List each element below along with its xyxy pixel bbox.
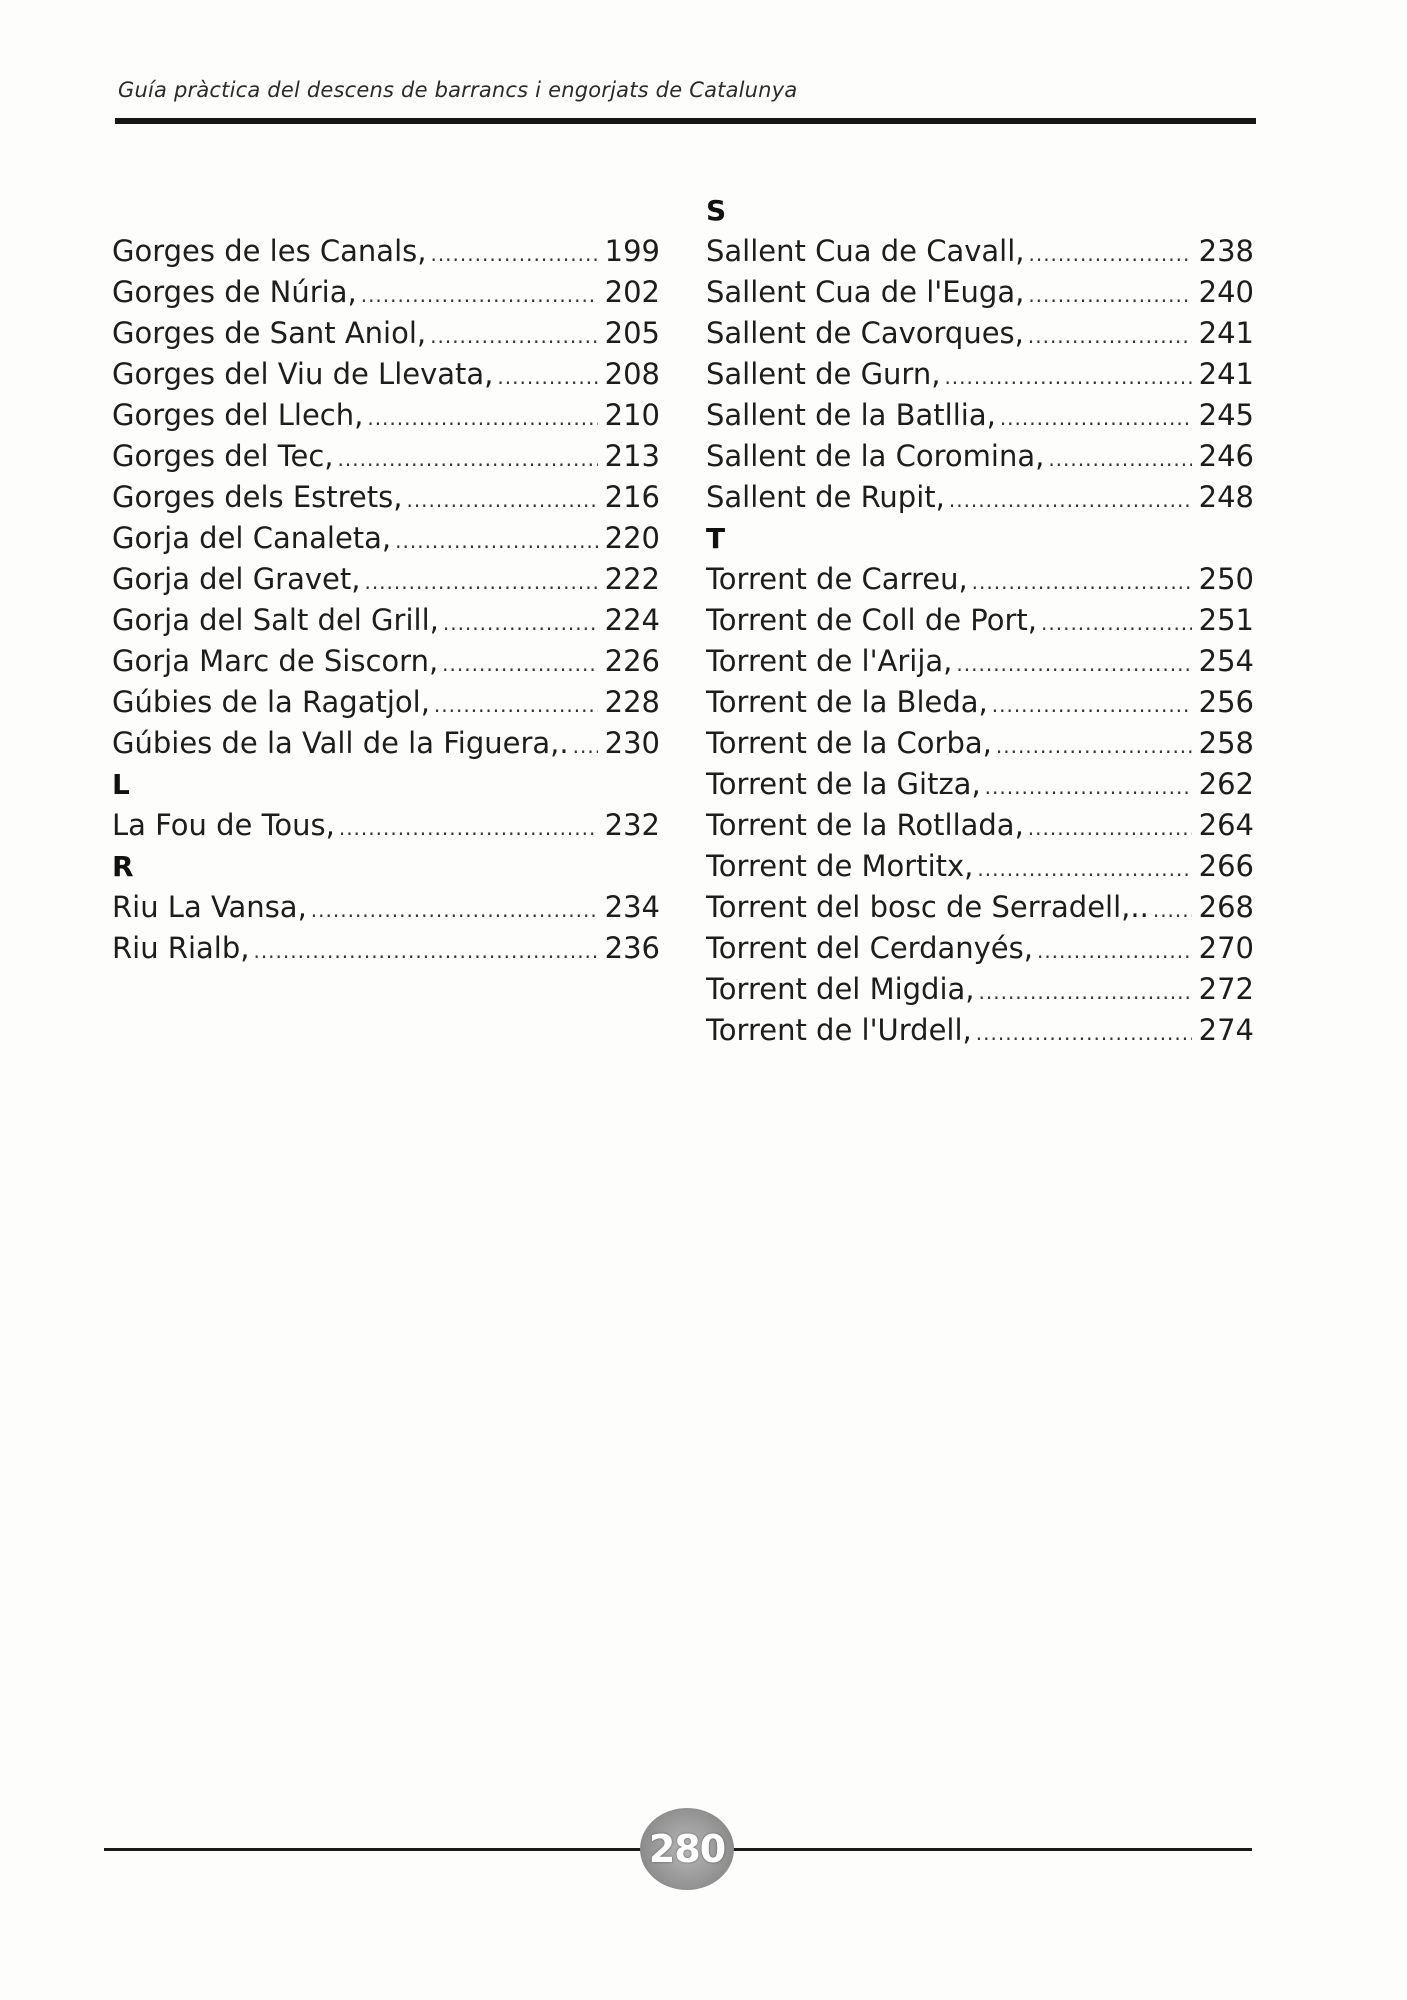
- entry-page: 245: [1198, 398, 1254, 432]
- entry-page: 236: [604, 931, 660, 965]
- section-letter-l: L: [112, 768, 130, 801]
- entry-page: 266: [1198, 849, 1254, 883]
- index-entry: [706, 764, 1254, 805]
- entry-page: 262: [1198, 767, 1254, 801]
- index-entry: [706, 231, 1254, 272]
- entry-name: Gorges del Tec,: [112, 439, 334, 473]
- leader-dots: [253, 931, 598, 969]
- leader-dots: [985, 767, 1192, 805]
- index-entry: [112, 477, 660, 518]
- leader-dots: [361, 275, 598, 313]
- leader-dots: [977, 849, 1192, 887]
- entry-page: 274: [1198, 1013, 1254, 1047]
- leader-dots: [972, 562, 1192, 600]
- leader-dots: [1000, 398, 1192, 436]
- leader-dots: [1028, 808, 1192, 846]
- entry-page: 264: [1198, 808, 1254, 842]
- entry-name: Sallent Cua de l'Euga,: [706, 275, 1025, 309]
- leader-dots: [976, 1013, 1192, 1051]
- entry-page: 241: [1198, 357, 1254, 391]
- leader-dots: [406, 480, 598, 518]
- entry-name: Gorges del Llech,: [112, 398, 364, 432]
- index-entry: [706, 969, 1254, 1010]
- entry-page: 254: [1198, 644, 1254, 678]
- entry-page: 208: [604, 357, 660, 391]
- index-column-left: [112, 190, 660, 969]
- entry-name: Riu Rialb,: [112, 931, 250, 965]
- entry-name: Torrent de Coll de Port,: [706, 603, 1038, 637]
- entry-name: Sallent de Gurn,: [706, 357, 941, 391]
- leader-dots: [339, 808, 598, 846]
- leader-dots: [956, 644, 1192, 682]
- section-letter-t: T: [706, 522, 726, 555]
- index-entry: [112, 600, 660, 641]
- entry-page: 268: [1198, 890, 1254, 924]
- index-entry: [112, 436, 660, 477]
- page-number: 280: [648, 1827, 726, 1871]
- entry-page: 220: [604, 521, 660, 555]
- leader-dots: [979, 972, 1192, 1010]
- entry-name: Torrent del bosc de Serradell,..: [706, 890, 1149, 924]
- leader-dots: [430, 316, 598, 354]
- index-entry: [706, 477, 1254, 518]
- footer-rule-right: [730, 1848, 1252, 1851]
- index-entry: [706, 723, 1254, 764]
- entry-name: Sallent de Rupit,: [706, 480, 945, 514]
- leader-dots: [573, 726, 598, 764]
- entry-name: Torrent de la Bleda,: [706, 685, 988, 719]
- entry-name: Gúbies de la Ragatjol,: [112, 685, 430, 719]
- entry-name: Gorges de Sant Aniol,: [112, 316, 427, 350]
- index-entry: [112, 231, 660, 272]
- entry-name: Torrent de Carreu,: [706, 562, 968, 596]
- entry-page: 250: [1198, 562, 1254, 596]
- index-entry: [706, 682, 1254, 723]
- leader-dots: [992, 685, 1192, 723]
- leader-dots: [443, 603, 598, 641]
- entry-page: 248: [1198, 480, 1254, 514]
- leader-dots: [949, 480, 1192, 518]
- leader-dots: [430, 234, 598, 272]
- index-entry: [706, 805, 1254, 846]
- index-entry: [112, 723, 660, 764]
- entry-name: Torrent de l'Urdell,: [706, 1013, 972, 1047]
- entry-name: Riu La Vansa,: [112, 890, 307, 924]
- entry-page: 258: [1198, 726, 1254, 760]
- entry-page: 232: [604, 808, 660, 842]
- leader-dots: [1041, 603, 1192, 641]
- header-rule: [115, 118, 1256, 124]
- index-entry: [112, 395, 660, 436]
- index-entry: [112, 313, 660, 354]
- index-entry: [112, 928, 660, 969]
- index-entry: [706, 559, 1254, 600]
- entry-name: Torrent de l'Arija,: [706, 644, 953, 678]
- entry-page: 251: [1198, 603, 1254, 637]
- entry-name: Gorges del Viu de Llevata,: [112, 357, 494, 391]
- entry-page: 216: [604, 480, 660, 514]
- index-entry: [706, 928, 1254, 969]
- index-column-right: [706, 190, 1254, 1051]
- entry-page: 213: [604, 439, 660, 473]
- entry-page: 222: [604, 562, 660, 596]
- index-entry: [112, 559, 660, 600]
- entry-page: 270: [1198, 931, 1254, 965]
- leader-dots: [1028, 234, 1192, 272]
- entry-name: Sallent de la Coromina,: [706, 439, 1045, 473]
- index-entry: [706, 641, 1254, 682]
- footer-rule-left: [104, 1848, 644, 1851]
- index-entry: [112, 354, 660, 395]
- index-entry: [706, 395, 1254, 436]
- entry-page: 224: [604, 603, 660, 637]
- leader-dots: [338, 439, 598, 477]
- entry-name: Gorges de les Canals,: [112, 234, 427, 268]
- entry-name: Gorja del Gravet,: [112, 562, 361, 596]
- leader-dots: [364, 562, 598, 600]
- leader-dots: [1028, 316, 1192, 354]
- leader-dots: [996, 726, 1192, 764]
- leader-dots: [1028, 275, 1192, 313]
- index-entry: [706, 354, 1254, 395]
- index-entry: [112, 518, 660, 559]
- entry-page: 230: [604, 726, 660, 760]
- entry-page: 272: [1198, 972, 1254, 1006]
- leader-dots: [367, 398, 598, 436]
- entry-name: Torrent de la Rotllada,: [706, 808, 1024, 842]
- entry-name: La Fou de Tous,: [112, 808, 335, 842]
- entry-name: Torrent de la Gitza,: [706, 767, 981, 801]
- entry-name: Gorja Marc de Siscorn,: [112, 644, 439, 678]
- entry-page: 202: [604, 275, 660, 309]
- entry-page: 246: [1198, 439, 1254, 473]
- entry-page: 210: [604, 398, 660, 432]
- section-letter-r: R: [112, 850, 134, 883]
- entry-name: Gorja del Canaleta,: [112, 521, 392, 555]
- entry-page: 228: [604, 685, 660, 719]
- index-entry: [112, 272, 660, 313]
- entry-name: Sallent de la Batllia,: [706, 398, 996, 432]
- section-letter-s: S: [706, 194, 727, 227]
- entry-name: Torrent de la Corba,: [706, 726, 992, 760]
- index-entry: [706, 1010, 1254, 1051]
- entry-name: Torrent de Mortitx,: [706, 849, 974, 883]
- entry-page: 234: [604, 890, 660, 924]
- leader-dots: [395, 521, 598, 559]
- column-spacer: [112, 190, 660, 231]
- running-header: Guía pràctica del descens de barrancs i engorjats de Catalunya: [118, 78, 798, 102]
- leader-dots: [497, 357, 598, 395]
- index-entry: [112, 805, 660, 846]
- entry-page: 199: [604, 234, 660, 268]
- entry-page: 240: [1198, 275, 1254, 309]
- index-entry: [112, 641, 660, 682]
- index-entry: [706, 600, 1254, 641]
- leader-dots: [1153, 890, 1192, 928]
- index-entry: [112, 887, 660, 928]
- index-entry: [706, 272, 1254, 313]
- leader-dots: [311, 890, 598, 928]
- index-entry: [706, 313, 1254, 354]
- leader-dots: [434, 685, 598, 723]
- entry-name: Torrent del Migdia,: [706, 972, 975, 1006]
- leader-dots: [944, 357, 1192, 395]
- entry-page: 226: [604, 644, 660, 678]
- entry-page: 256: [1198, 685, 1254, 719]
- leader-dots: [1037, 931, 1192, 969]
- entry-name: Gorges de Núria,: [112, 275, 357, 309]
- entry-name: Gorja del Salt del Grill,: [112, 603, 439, 637]
- index-entry: [112, 682, 660, 723]
- entry-name: Torrent del Cerdanyés,: [706, 931, 1033, 965]
- leader-dots: [442, 644, 598, 682]
- entry-page: 238: [1198, 234, 1254, 268]
- entry-name: Sallent de Cavorques,: [706, 316, 1024, 350]
- index-entry: [706, 887, 1254, 928]
- page-number-badge: [640, 1808, 734, 1890]
- entry-name: Gúbies de la Vall de la Figuera,.: [112, 726, 569, 760]
- entry-page: 205: [604, 316, 660, 350]
- entry-name: Gorges dels Estrets,: [112, 480, 403, 514]
- leader-dots: [1048, 439, 1192, 477]
- entry-page: 241: [1198, 316, 1254, 350]
- index-entry: [706, 436, 1254, 477]
- entry-name: Sallent Cua de Cavall,: [706, 234, 1025, 268]
- index-entry: [706, 846, 1254, 887]
